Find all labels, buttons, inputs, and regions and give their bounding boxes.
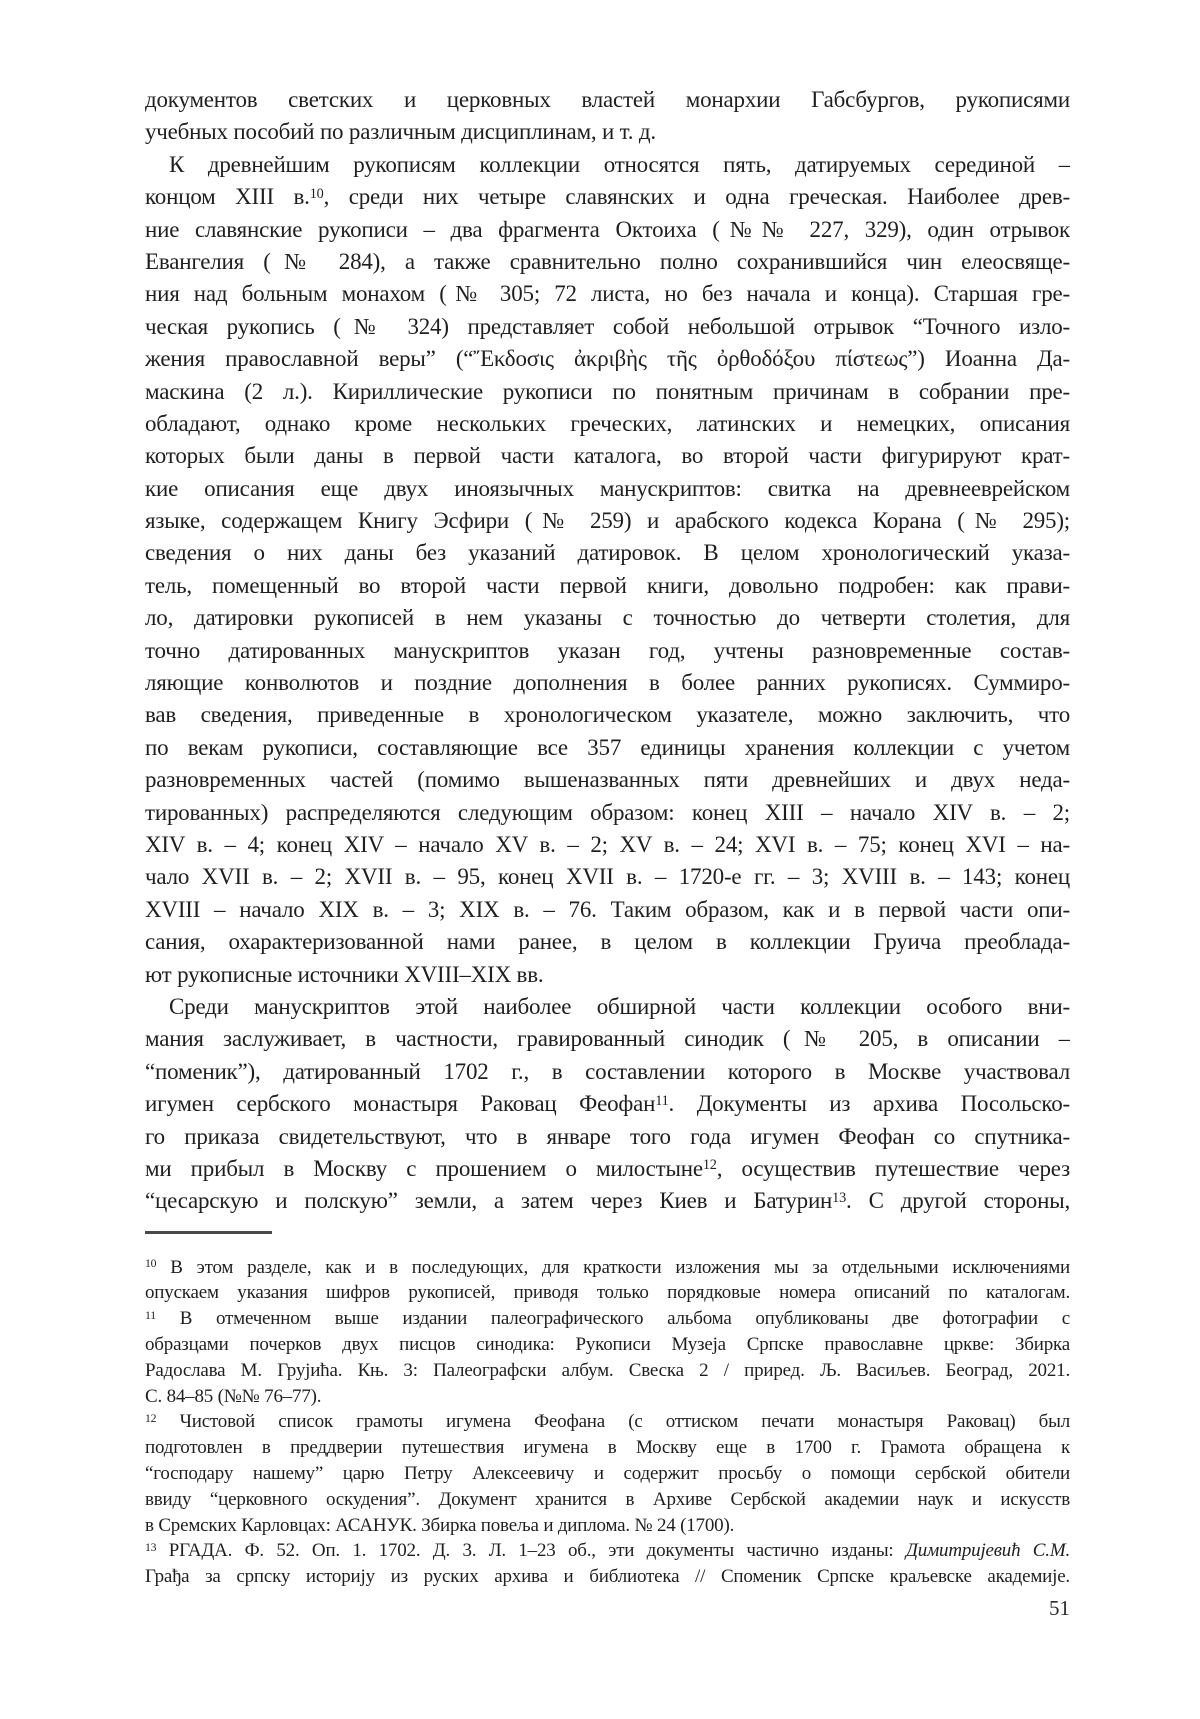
text-line: ло, датировки рукописей в нем указаны с точностью до четверти столетия, для [145,605,1070,631]
cited-author-italic: Димитријевић С.М. [905,1540,1070,1562]
text-line: го приказа свидетельствуют, что в январе того года игумен Феофан со спутника- [145,1123,1070,1149]
text-segment: , среди них четыре славянских и одна греческая. Наиболее древ- [323,184,1070,210]
text-line [145,1153,1070,1185]
text-line: XIV в. – 4; конец XIV – начало XV в. – 2; XV в. – 24; XVI в. – 75; конец XVI – на- [145,831,1070,857]
footnote-line [145,1538,1070,1564]
text-line: ния над больным монахом (№ 305; 72 листа, но без начала и конца). Старшая гре- [145,281,1070,307]
text-segment: , осуществив путешествие через [716,1155,1070,1181]
main-text [145,84,1070,1218]
text-line: К древнейшим рукописям коллекции относятся пять, датируемых серединой – [169,151,1070,177]
text-line: маскина (2 л.). Кириллические рукописи по понятным причинам в собрании пре- [145,378,1070,404]
footnote-line: в Сремских Карловцах: АСАНУК. Збирка повеља и диплома. № 24 (1700). [145,1514,735,1536]
text-line: ляющие конволютов и поздние дополнения в более ранних рукописях. Суммиро- [145,670,1070,696]
text-segment: Чистовой список грамоты игумена Феофана (с оттиском печати монастыря Раковац) был [156,1411,1070,1433]
footnote-ref-12: 12 [702,1157,717,1174]
footnote-marker-10: 10 [145,1257,157,1271]
page-number: 51 [1049,1596,1070,1621]
footnote-marker-13: 13 [145,1541,157,1555]
text-line: учебных пособий по различным дисциплинам, и т. д. [145,119,656,145]
text-segment: концом XIII в. [145,184,310,210]
footnote-line: “господару нашему” царю Петру Алексеевичу и содержит просьбу о помощи сербской обители [145,1463,1070,1485]
text-line: тированных) распределяются следующим образом: конец XIII – начало XIV в. – 2; [145,799,1070,825]
text-line: документов светских и церковных властей монархии Габсбургов, рукописями [145,87,1070,112]
text-line: вав сведения, приведенные в хронологическом указателе, можно заключить, что [145,702,1070,728]
footnote-line [145,1306,1070,1332]
text-line: ческая рукопись (№ 324) представляет собой небольшой отрывок “Точного изло- [145,313,1070,339]
text-line [145,1185,1070,1217]
footnote-marker-11: 11 [145,1308,156,1322]
text-line: обладают, однако кроме нескольких греческих, латинских и немецких, описания [145,410,1070,436]
text-line [145,181,1070,213]
text-line: “поменик”), датированный 1702 г., в составлении которого в Москве участвовал [145,1058,1070,1084]
text-line: XVIII – начало XIX в. – 3; XIX в. – 76. Таким образом, как и в первой части опи- [145,896,1070,922]
footnote-ref-11: 11 [655,1092,669,1109]
text-line: Евангелия (№ 284), а также сравнительно полно сохранившийся чин елеосвяще- [145,248,1070,274]
text-line: чало XVII в. – 2; XVII в. – 95, конец XVII в. – 1720-е гг. – 3; XVIII в. – 143; конец [145,864,1070,890]
text-line: ние славянские рукописи – два фрагмента Октоиха (№№ 227, 329), один отрывок [145,216,1070,242]
text-line: кие описания еще двух иноязычных манускриптов: свитка на древнееврейском [145,475,1070,501]
text-line: языке, содержащем Книгу Эсфири (№ 259) и арабского кодекса Корана (№ 295); [145,508,1070,534]
text-line: ют рукописные источники XVIII–XIX вв. [145,961,544,987]
text-line: которых были даны в первой части каталога, во второй части фигурируют крат- [145,443,1070,469]
text-line: мания заслуживает, в частности, гравированный синодик (№ 205, в описании – [145,1026,1070,1052]
text-segment: В отмеченном выше издании палеографического альбома опубликованы две фотографии с [155,1308,1070,1330]
footnote-marker-12: 12 [145,1412,157,1426]
text-segment: . Документы из архива Посольско- [668,1091,1070,1117]
text-line [145,1088,1070,1120]
footnote-ref-13: 13 [832,1189,847,1206]
text-line: тель, помещенный во второй части первой книги, довольно подробен: как прави- [145,572,1070,598]
text-line: по векам рукописи, составляющие все 357 единицы хранения коллекции с учетом [145,734,1070,760]
text-line: точно датированных манускриптов указан год, учтены разновременные состав- [145,637,1070,663]
text-segment: “цесарскую и полскую” земли, а затем через Киев и Батурин [145,1188,833,1214]
footnote-ref-10: 10 [309,185,324,202]
footnote-line: Радослава М. Грујића. Књ. 3: Палеографски албум. Свеска 2 / приред. Љ. Васиљев. Београд, 2021. [145,1359,1070,1381]
footnote-line: образцами почерков двух писцов синодика: Рукописи Музеја Српске православне цркве: Збирка [145,1334,1070,1356]
footnote-separator [145,1231,272,1234]
footnote-line: Грађа за српску историју из руских архива и библиотека // Споменик Српске краљевске академије. [145,1566,1070,1588]
text-segment: В этом разделе, как и в последующих, для краткости изложения мы за отдельными исключениями [156,1256,1070,1278]
text-segment: . С другой стороны, [846,1188,1070,1214]
footnotes [145,1255,1070,1590]
text-line: Среди манускриптов этой наиболее обширной части коллекции особого вни- [169,993,1070,1019]
text-segment: ми прибыл в Москву с прошением о милостыне [145,1155,703,1181]
footnote-line: подготовлен в преддверии путешествия игумена в Москву еще в 1700 г. Грамота обращена к [145,1437,1070,1459]
footnote-line: ввиду “церковного оскудения”. Документ хранится в Архиве Сербской академии наук и искусств [145,1488,1070,1510]
text-segment: РГАДА. Ф. 52. Оп. 1. 1702. Д. 3. Л. 1–23 об., эти документы частично изданы: [156,1540,906,1562]
footnote-line: С. 84–85 (№№ 76–77). [145,1385,322,1407]
footnote-line: опускаем указания шифров рукописей, приводя только порядковые номера описаний по каталогам. [145,1282,1070,1304]
page-content [145,84,1070,1621]
footnote-line [145,1409,1070,1435]
text-line: сания, охарактеризованной нами ранее, в целом в коллекции Груича преоблада- [145,929,1070,955]
footnote-line [145,1255,1070,1281]
text-line-greek-quote: жения православной веры” (“Ἔκδοσις ἀκριβὴς τῆς ὀρθοδόξου πίστεως”) Иоанна Да- [145,346,1070,372]
text-line: разновременных частей (помимо вышеназванных пяти древнейших и двух неда- [145,767,1070,793]
text-line: сведения о них даны без указаний датировок. В целом хронологический указа- [145,540,1070,566]
text-segment: игумен сербского монастыря Раковац Феофан [145,1091,656,1117]
